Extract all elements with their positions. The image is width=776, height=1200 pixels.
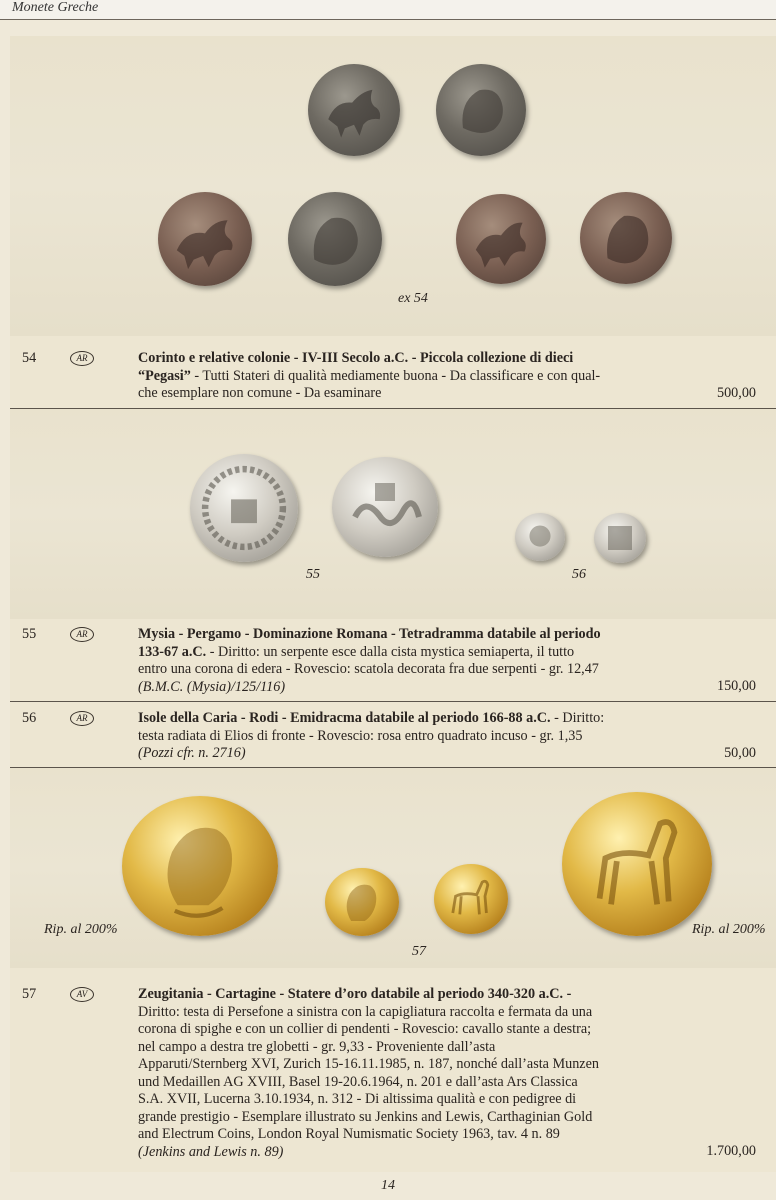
caption-55: 55 (306, 567, 320, 582)
lot-desc-line: Apparuti/Sternberg XVI, Zurich 15-16.11.1985, n. 187, nonché dall’asta Munzen (138, 1056, 599, 1072)
coin-athena-3 (580, 192, 672, 284)
lot-54 (10, 350, 776, 410)
page-number: 14 (381, 1178, 395, 1193)
lot-number: 55 (22, 626, 37, 642)
coin-rhodes-obverse (515, 513, 565, 561)
lot-price: 50,00 (724, 745, 756, 761)
lot-desc-line: - Tutti Stateri di qualità mediamente buona - Da classificare e con qual- (190, 367, 601, 384)
divider (10, 701, 776, 702)
lot-desc-line: und Medaillen AG XVIII, Basel 19-20.6.1964, n. 201 e dall’asta Ars Classica (138, 1073, 578, 1090)
lot-description (138, 626, 658, 696)
coin-persephone (325, 868, 399, 936)
lot-desc-line: Diritto: testa di Persefone a sinistra con la capigliatura raccolta e fermata da una (138, 1003, 593, 1020)
lot-price: 1.700,00 (706, 1143, 756, 1159)
lot-desc-line: che esemplare non comune - Da esaminare (138, 385, 382, 401)
caption-57: 57 (412, 944, 426, 959)
caption-ex-54: ex 54 (398, 291, 428, 306)
lot-56 (10, 710, 776, 770)
lot-desc-line: nel campo a destra tre globetti - gr. 9,33 - Proveniente dall’asta (138, 1038, 496, 1055)
lot-number: 54 (22, 350, 37, 366)
lot-desc-line: - Diritto: un serpente esce dalla cista mystica semiaperta, il tutto (206, 643, 575, 660)
page-header (0, 0, 776, 20)
coin-photo-55-56 (10, 409, 776, 619)
coin-photo-54 (10, 36, 776, 336)
lot-desc-line: - Diritto: (550, 710, 605, 726)
lot-number: 57 (22, 986, 37, 1002)
lot-description (138, 986, 658, 1161)
lot-desc-line: grande prestigio - Esemplare illustrato su Jenkins and Lewis, Carthaginian Gold (138, 1108, 593, 1125)
lot-desc-line: entro una corona di edera - Rovescio: scatola decorata fra due serpenti - gr. 12,47 (138, 661, 599, 677)
enlargement-note-left: Rip. al 200% (44, 922, 118, 937)
lot-description (138, 350, 658, 403)
lot-57 (10, 986, 776, 1166)
coin-cistophor-obverse (190, 454, 298, 562)
coin-pegasus-3 (456, 194, 546, 284)
lot-desc-line: and Electrum Coins, London Royal Numismatic Society 1963, tav. 4 n. 89 (138, 1126, 560, 1142)
coin-horse-enlarged (562, 792, 712, 936)
metal-silver-icon: AR (70, 351, 94, 366)
enlargement-note-right: Rip. al 200% (692, 922, 766, 937)
lot-title-cont: “Pegasi” (138, 367, 191, 384)
lot-title-cont: 133-67 a.C. (138, 643, 207, 660)
coin-athena-2 (288, 192, 382, 286)
lot-title: Zeugitania - Cartagine - Statere d’oro databile al periodo 340-320 a.C. - (138, 986, 572, 1002)
lot-title: Isole della Caria - Rodi - Emidracma databile al periodo 166-88 a.C. (138, 710, 551, 726)
coin-persephone-enlarged (122, 796, 278, 936)
caption-56: 56 (572, 567, 586, 582)
lot-title: Mysia - Pergamo - Dominazione Romana - Tetradramma databile al periodo (138, 626, 601, 642)
lot-desc-line: S.A. XVII, Lucerna 3.10.1934, n. 312 - Di altissima qualità e con pedigree di (138, 1091, 577, 1107)
metal-silver-icon: AR (70, 711, 94, 726)
lot-reference: (B.M.C. (Mysia)/125/116) (138, 678, 286, 695)
lot-number: 56 (22, 710, 37, 726)
coin-pegasus-2 (158, 192, 252, 286)
header-title: Monete Greche (12, 0, 99, 15)
lot-price: 150,00 (716, 678, 756, 694)
metal-gold-icon: AV (70, 987, 94, 1002)
lot-desc-line: testa radiata di Elios di fronte - Rovescio: rosa entro quadrato incuso - gr. 1,35 (138, 727, 583, 744)
coin-photo-57 (10, 768, 776, 968)
coin-athena-1 (436, 64, 526, 156)
lot-price: 500,00 (716, 385, 756, 401)
lot-reference: (Jenkins and Lewis n. 89) (138, 1143, 284, 1160)
lot-description (138, 710, 658, 763)
lot-reference: (Pozzi cfr. n. 2716) (138, 745, 246, 761)
metal-silver-icon: AR (70, 627, 94, 642)
coin-horse (434, 864, 508, 934)
lot-55 (10, 626, 776, 706)
coin-rhodes-reverse (594, 513, 646, 563)
lot-title: Corinto e relative colonie - IV-III Secolo a.C. - Piccola collezione di dieci (138, 350, 574, 366)
lot-desc-line: corona di spighe e con un collier di pendenti - Rovescio: cavallo stante a destra; (138, 1021, 592, 1037)
catalog-page (10, 36, 776, 1172)
coin-cistophor-reverse (332, 457, 438, 557)
coin-pegasus-1 (308, 64, 400, 156)
